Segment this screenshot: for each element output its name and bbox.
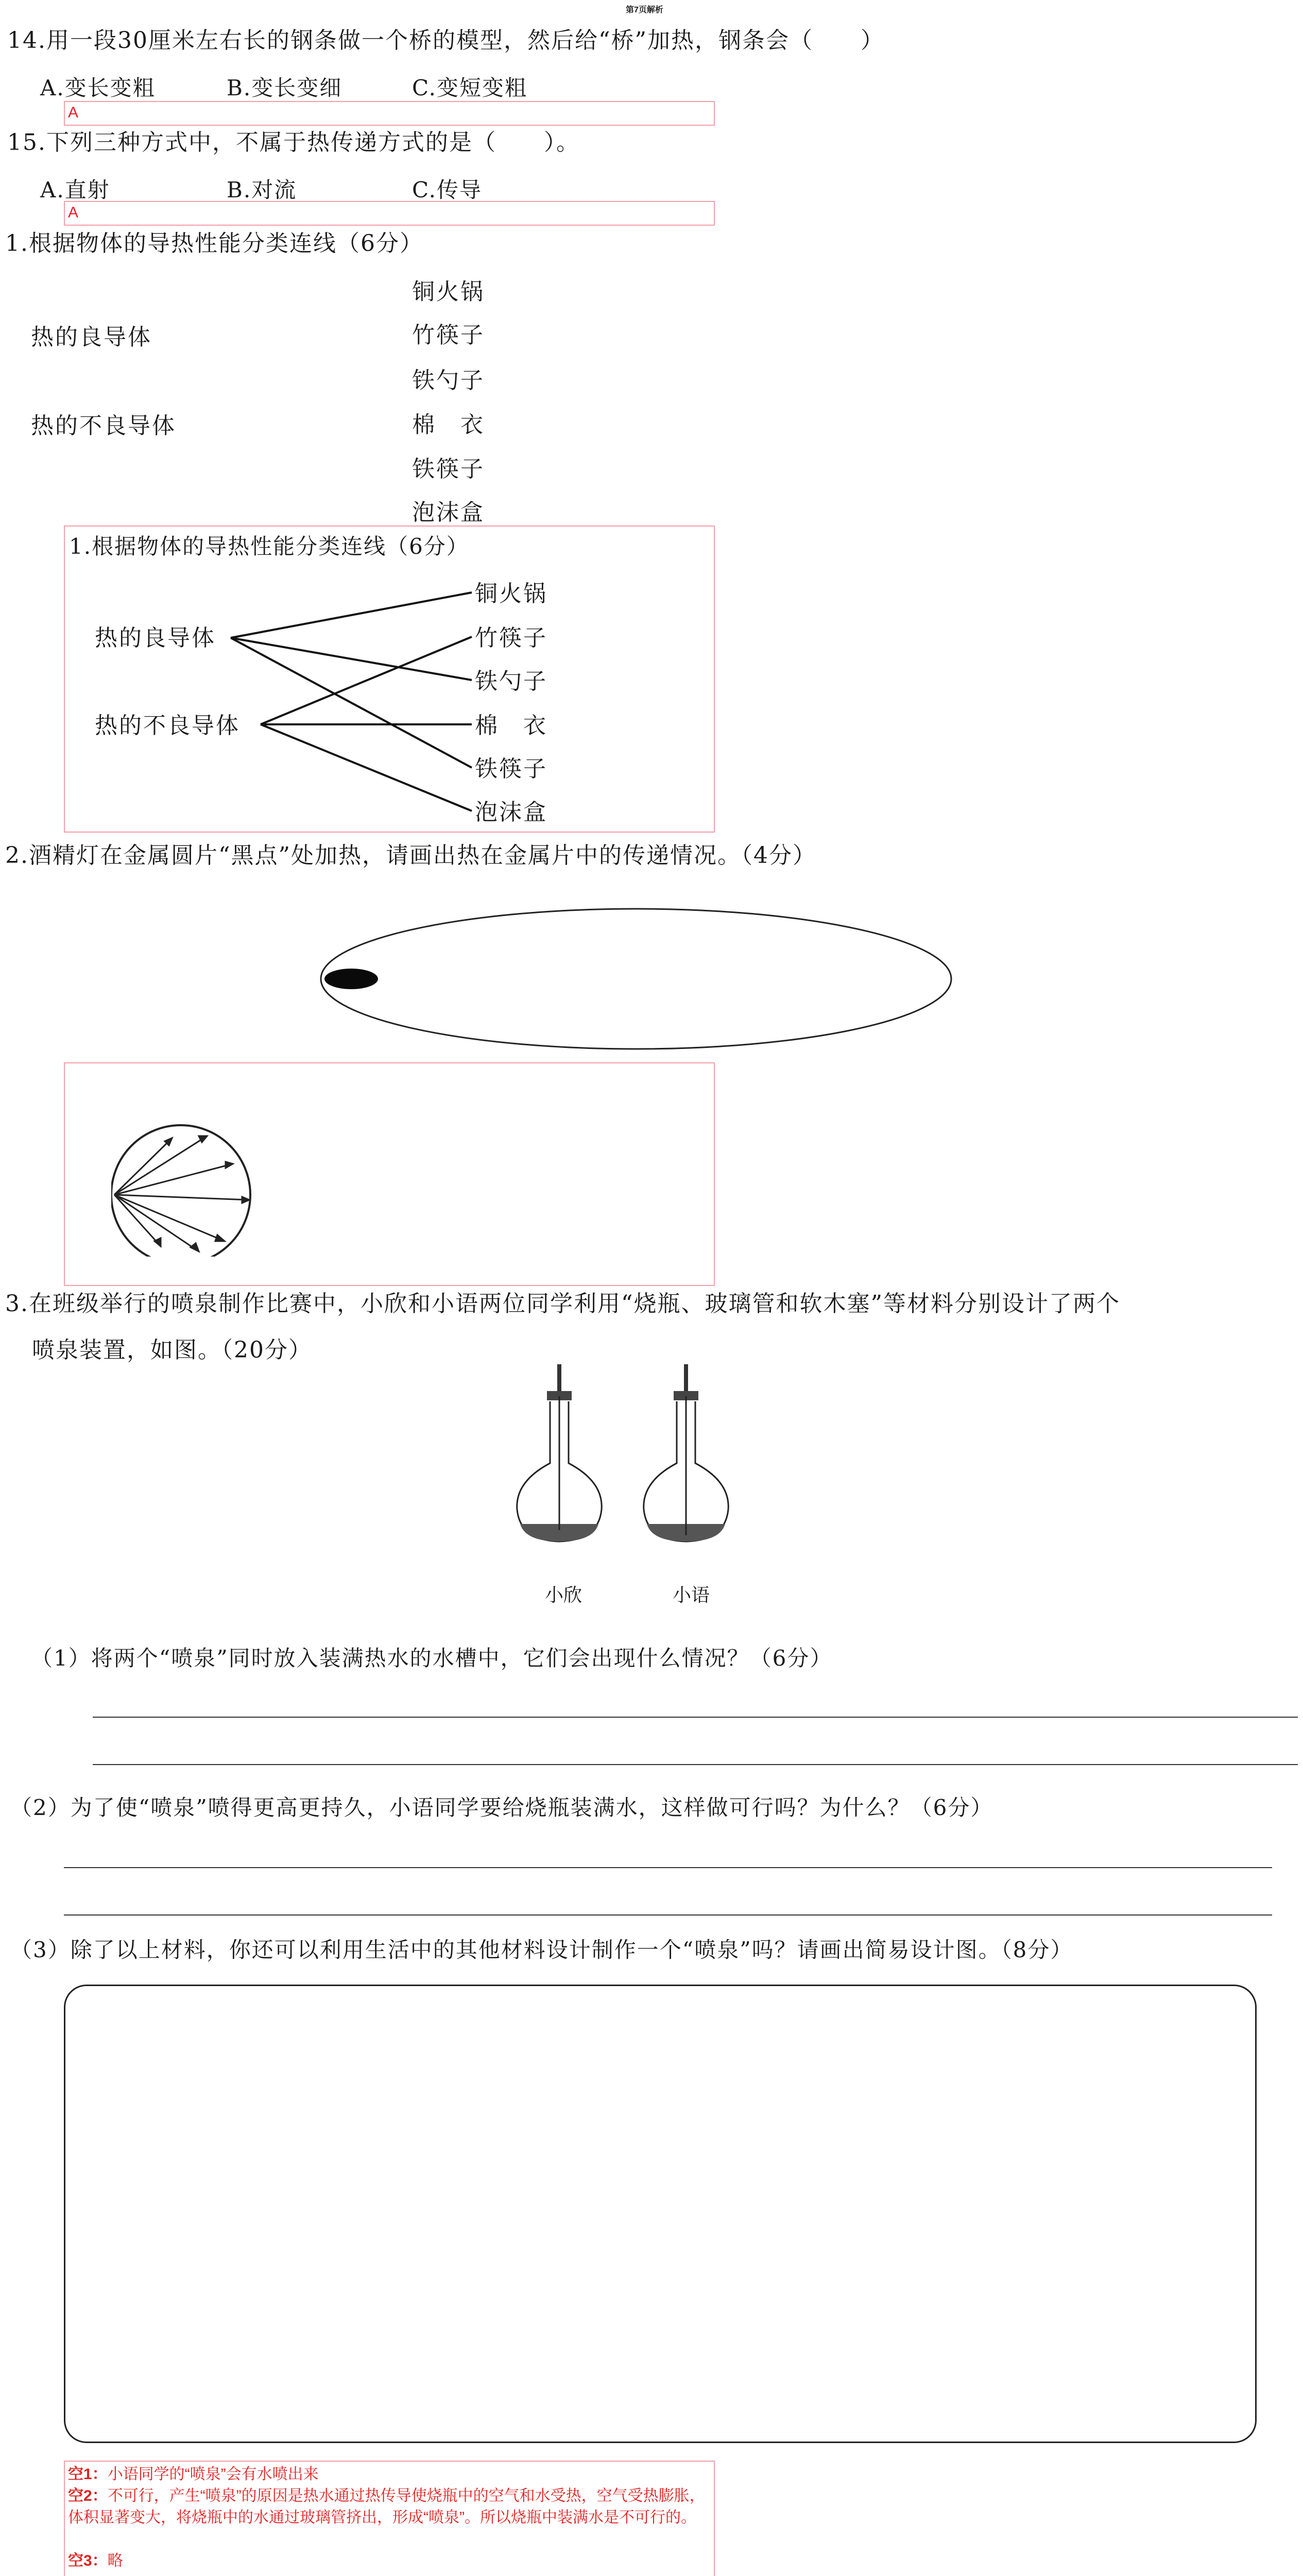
solution-text: 略 bbox=[107, 2552, 123, 2569]
solution-item bbox=[68, 2464, 707, 2485]
answer-line bbox=[93, 1717, 1298, 1718]
answer-line bbox=[64, 1867, 1272, 1868]
p2-answer-box bbox=[64, 1062, 715, 1286]
heat-arrow bbox=[114, 1164, 233, 1195]
arrow-head bbox=[155, 1238, 161, 1246]
arrow-head bbox=[226, 1162, 233, 1168]
flask-xiaoyu bbox=[644, 1364, 728, 1541]
heat-arrow bbox=[114, 1138, 172, 1195]
p1-left-item: 热的不良导体 bbox=[31, 413, 176, 439]
match-line bbox=[231, 638, 472, 768]
q14-question: 14.用一段30厘米左右长的钢条做一个桥的模型，然后给“桥”加热，钢条会（ ） bbox=[7, 27, 884, 54]
p1-right-item: 铁筷子 bbox=[412, 456, 485, 482]
p1-answer-right: 棉 衣 bbox=[475, 713, 547, 739]
q15-answer-box bbox=[64, 201, 715, 226]
p1-answer-right: 铁勺子 bbox=[475, 668, 547, 694]
q14-answer: A bbox=[68, 104, 79, 121]
heat-arrow bbox=[114, 1195, 249, 1200]
solution-item bbox=[68, 2550, 707, 2572]
p1-right-item: 竹筷子 bbox=[412, 322, 485, 348]
solution-text: 不可行，产生“喷泉”的原因是热水通过热传导使烧瓶中的空气和水受热，空气受热膨胀，体积显著变大，将烧瓶中的水通过玻璃管挤出，形成“喷泉”。所以烧瓶中装满水是不可行的。 bbox=[68, 2487, 705, 2526]
fountain-flasks-figure bbox=[510, 1360, 757, 1566]
p1-answer-box bbox=[64, 526, 715, 833]
q15-answer: A bbox=[68, 204, 79, 221]
match-line bbox=[231, 638, 472, 680]
p1-answer-left: 热的良导体 bbox=[95, 625, 216, 651]
q14-option-a: A.变长变粗 bbox=[40, 75, 156, 100]
p1-answer-right: 铁筷子 bbox=[475, 756, 547, 782]
answer-line bbox=[93, 1764, 1298, 1765]
flask-label-xiaoxin: 小欣 bbox=[545, 1585, 582, 1606]
p3-sub3: （3）除了以上材料，你还可以利用生活中的其他材料设计制作一个“喷泉”吗？请画出简易设计图。（8分） bbox=[10, 1937, 1073, 1962]
solution-tag: 空2： bbox=[68, 2487, 108, 2504]
metal-disc bbox=[321, 909, 951, 1049]
p1-right-item: 铜火锅 bbox=[412, 279, 485, 305]
p1-answer-question: 1.根据物体的导热性能分类连线（6分） bbox=[69, 534, 469, 559]
arrow-head bbox=[242, 1197, 249, 1203]
solution-item bbox=[68, 2485, 707, 2529]
p1-answer-right: 竹筷子 bbox=[475, 625, 547, 651]
arrow-head bbox=[215, 1235, 225, 1241]
flask-xiaoxin bbox=[517, 1364, 602, 1541]
q14-option-b: B.变长变细 bbox=[227, 75, 342, 100]
p1-answer-right: 铜火锅 bbox=[475, 581, 547, 607]
p3-sub1: （1）将两个“喷泉”同时放入装满热水的水槽中，它们会出现什么情况？（6分） bbox=[31, 1646, 833, 1671]
design-drawing-area[interactable] bbox=[64, 1985, 1257, 2443]
heating-black-dot bbox=[324, 969, 378, 989]
p1-left-item: 热的良导体 bbox=[31, 324, 152, 350]
solution-tag: 空1： bbox=[68, 2466, 108, 2483]
p3-intro-line1: 3.在班级举行的喷泉制作比赛中，小欣和小语两位同学利用“烧瓶、玻璃管和软木塞”等材料分别设计了两个 bbox=[5, 1291, 1120, 1317]
answer-line bbox=[64, 1914, 1272, 1916]
flask-label-xiaoyu: 小语 bbox=[673, 1585, 710, 1606]
p1-right-item: 铁勺子 bbox=[412, 367, 485, 394]
p2-question: 2.酒精灯在金属圆片“黑点”处加热，请画出热在金属片中的传递情况。（4分） bbox=[5, 842, 816, 869]
q15-option-c: C.传导 bbox=[412, 177, 482, 202]
solution-text: 小语同学的“喷泉”会有水喷出来 bbox=[107, 2466, 319, 2483]
p1-answer-left: 热的不良导体 bbox=[95, 713, 240, 739]
q15-option-a: A.直射 bbox=[40, 177, 110, 202]
q14-answer-box bbox=[64, 101, 715, 126]
page-header-label: 第7页解析 bbox=[626, 6, 663, 14]
p1-right-item: 棉 衣 bbox=[412, 412, 485, 438]
p1-answer-right: 泡沫盒 bbox=[475, 799, 547, 825]
q15-option-b: B.对流 bbox=[227, 177, 297, 202]
p3-intro-line2: 喷泉装置，如图。（20分） bbox=[32, 1337, 312, 1363]
arrow-head bbox=[191, 1243, 199, 1251]
p1-matching-lines bbox=[65, 527, 714, 832]
p1-right-item: 泡沫盒 bbox=[412, 499, 485, 526]
q14-option-c: C.变短变粗 bbox=[412, 75, 527, 100]
solution-tag: 空3： bbox=[68, 2552, 108, 2569]
q15-question: 15.下列三种方式中，不属于热传递方式的是（ ）。 bbox=[7, 129, 580, 156]
match-line bbox=[261, 724, 472, 811]
metal-disc-figure bbox=[314, 902, 958, 1056]
heat-arrow bbox=[114, 1136, 207, 1195]
p1-question: 1.根据物体的导热性能分类连线（6分） bbox=[5, 230, 423, 257]
heat-spread-answer-figure bbox=[111, 1092, 348, 1257]
match-line bbox=[231, 592, 472, 638]
p3-solution-box bbox=[64, 2461, 715, 2576]
heat-arrow bbox=[114, 1195, 225, 1241]
p3-sub2: （2）为了使“喷泉”喷得更高更持久，小语同学要给烧瓶装满水，这样做可行吗？为什么？（6分） bbox=[10, 1795, 993, 1820]
